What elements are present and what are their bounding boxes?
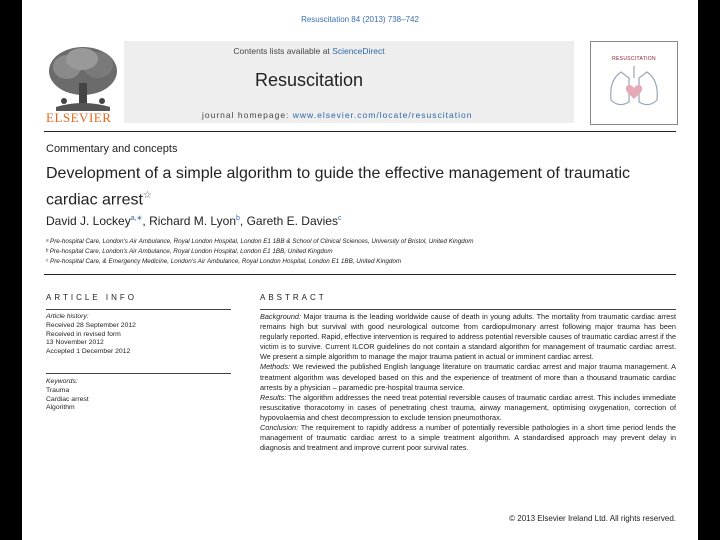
author-name[interactable]: Richard M. Lyon [149, 214, 237, 228]
journal-name: Resuscitation [254, 70, 364, 90]
abstract-section-label: Conclusion: [260, 423, 299, 433]
contents-availability [22, 46, 596, 56]
abstract-section-label: Results: [260, 392, 287, 402]
author-list [46, 214, 341, 228]
affiliations [46, 237, 676, 267]
article-info-rule [46, 309, 231, 310]
keyword-item[interactable]: Cardiac arrest [46, 395, 89, 403]
keyword-item[interactable]: Trauma [46, 386, 70, 394]
affiliation-rule [44, 274, 676, 275]
article-section: Commentary and concepts [46, 143, 178, 155]
abstract-paragraph [260, 312, 676, 362]
abstract-section-label: Methods: [260, 362, 291, 372]
article-history [46, 313, 136, 357]
affiliation-line: ᵃ Pre-hospital Care, London's Air Ambulance, Royal London Hospital, London E1 1BB & School of Clinical Sciences, University of Bristol, United Kingdom [46, 238, 474, 245]
keywords [46, 378, 89, 413]
article-title-text: Development of a simple algorithm to guide the effective management of traumatic cardiac arrest [46, 165, 631, 209]
keywords-label: Keywords: [46, 378, 78, 385]
author-separator: , [142, 214, 150, 228]
history-line: Accepted 1 December 2012 [46, 348, 131, 356]
article-history-label: Article history: [46, 313, 89, 320]
elsevier-wordmark: ELSEVIER [46, 110, 112, 125]
abstract-heading: ABSTRACT [260, 293, 327, 302]
history-line: Received in revised form [46, 330, 121, 338]
homepage-prefix: journal homepage: [202, 110, 293, 120]
title-footnote-mark[interactable]: ☆ [142, 190, 152, 201]
abstract-paragraph [260, 362, 676, 392]
heart-lungs-illustration [591, 42, 677, 124]
header-rule [44, 131, 676, 132]
history-line: Received 28 September 2012 [46, 321, 136, 329]
history-line: 13 November 2012 [46, 339, 104, 347]
article-title [46, 163, 666, 211]
author-affiliation-marks[interactable]: a,∗ [130, 215, 143, 222]
homepage-link[interactable]: www.elsevier.com/locate/resuscitation [292, 110, 473, 120]
contents-prefix: Contents lists available at [233, 46, 333, 56]
article-info-heading: ARTICLE INFO [46, 293, 137, 302]
abstract-rule [260, 309, 676, 310]
abstract-paragraph [260, 393, 676, 423]
copyright-notice: © 2013 Elsevier Ireland Ltd. All rights reserved. [509, 514, 676, 523]
abstract-section-text: Major trauma is the leading worldwide cause of death in young adults. The mortality from traumatic cardiac arrest remains high but survival with good neurological outcome from cardiopulmonary arrest following major trauma has been regularly reported. Rapid, effective intervention is required to address potential reversible causes of traumatic cardiac arrest if the victim is to survive. Current ILCOR guidelines do not contain a standard algorithm for management of traumatic cardiac arrest. We present a simple algorithm to manage the major trauma patient in actual or imminent cardiac arrest. [260, 312, 676, 362]
abstract-body [260, 312, 676, 453]
article-history-rule [46, 373, 231, 374]
author-affiliation-marks[interactable]: c [337, 215, 342, 222]
author-affiliation-marks[interactable]: b [236, 215, 240, 222]
journal-cover-thumbnail [590, 41, 678, 125]
author-separator: , [239, 214, 247, 228]
keyword-item[interactable]: Algorithm [46, 404, 75, 412]
abstract-section-text: The requirement to rapidly address a number of potentially reversible pathologies in a short time period lends the management of traumatic cardiac arrest to a simple treatment algorithm. A standardised approach may prevent delay in diagnosis and treatment and improve current poor survival rates. [260, 423, 676, 453]
affiliation-line: ᵇ Pre-hospital Care, London's Air Ambulance, Royal London Hospital, London E1 1BB, United Kingdom [46, 248, 333, 255]
author-name[interactable]: David J. Lockey [46, 214, 131, 228]
cover-title: RESUSCITATION [612, 56, 656, 62]
abstract-section-label: Background: [260, 312, 301, 321]
abstract-paragraph [260, 423, 676, 453]
abstract-section-text: We reviewed the published English language literature on traumatic cardiac arrest and major trauma management. A treatment algorithm was developed based on this and the experience of treatment of more than a thousand traumatic cardiac arrests by a physician – paramedic pre-hospital trauma service. [260, 362, 676, 392]
sciencedirect-link[interactable]: ScienceDirect [332, 46, 385, 56]
journal-homepage [202, 110, 472, 120]
abstract-section-text: The algorithm addresses the need treat potential reversible causes of traumatic cardiac arrest. This includes immediate resuscitative thoracotomy in cases of penetrating chest trauma, airway management, optimising oxygenation, correction of hypovolaemia and chest decompression to exclude tension pneumothorax. [260, 392, 676, 422]
author-name[interactable]: Gareth E. Davies [246, 214, 338, 228]
journal-citation[interactable]: Resuscitation 84 (2013) 738–742 [301, 15, 419, 24]
affiliation-line: ᶜ Pre-hospital Care, & Emergency Medicine, London's Air Ambulance, Royal London Hospital, London E1 1BB, United Kingdom [46, 258, 402, 265]
paper-page [22, 0, 698, 540]
